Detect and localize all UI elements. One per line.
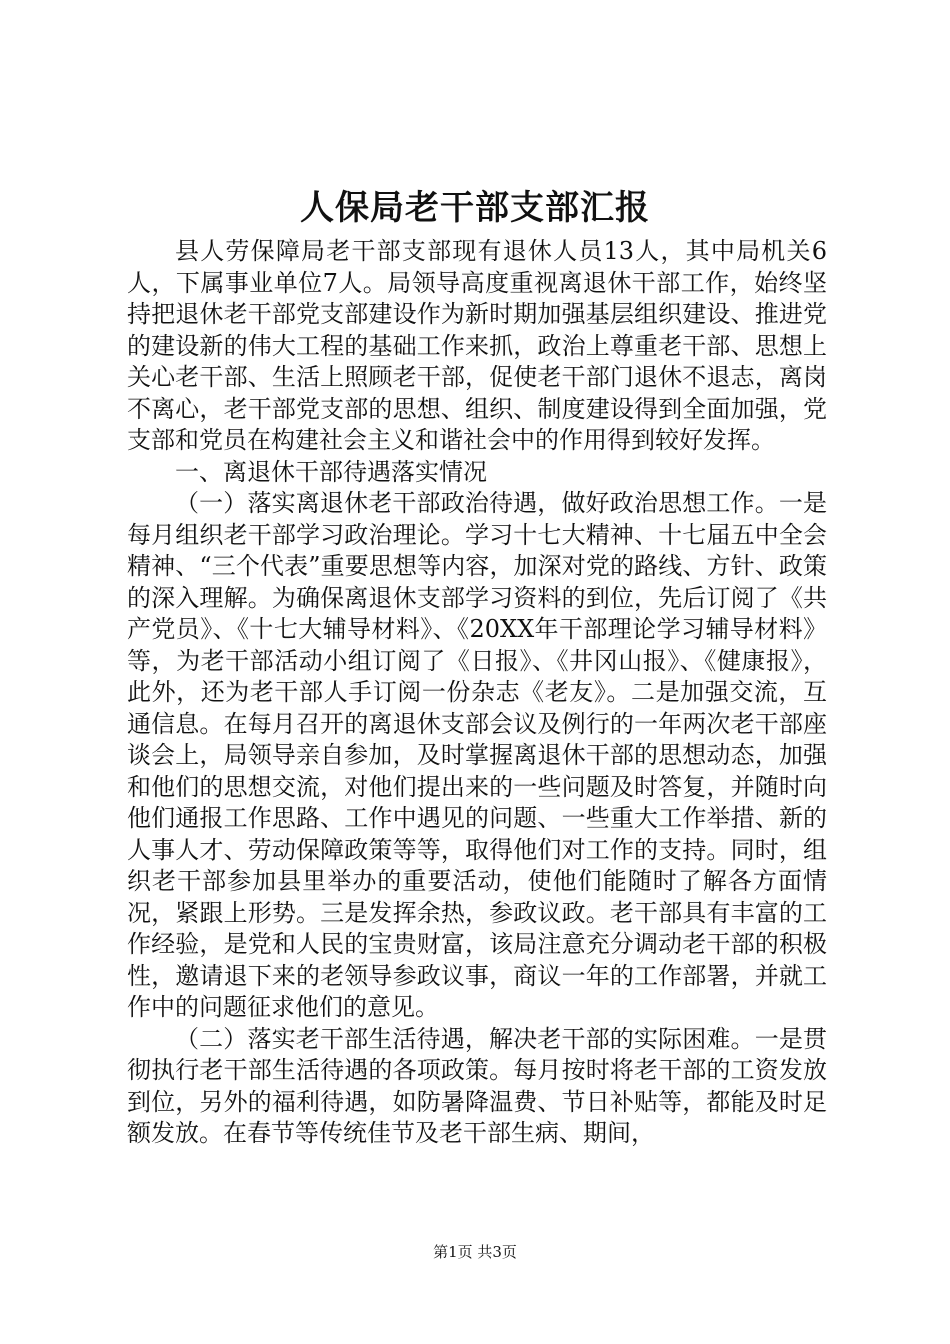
intro-paragraph: 县人劳保障局老干部支部现有退休人员13人，其中局机关6人，下属事业单位7人。局领导高度重视离退休干部工作，始终坚持把退休老干部党支部建设作为新时期加强基层组织建设、推进党的建设新的伟大工程的基础工作来抓，政治上尊重老干部、思想上关心老干部、生活上照顾老干部，促使老干部门退休不退志，离岗不离心，老干部党支部的思想、组织、制度建设得到全面加强，党支部和党员在构建社会主义和谐社会中的作用得到较好发挥。	[127, 237, 827, 454]
political-treatment-paragraph: （一）落实离退休老干部政治待遇，做好政治思想工作。一是每月组织老干部学习政治理论。学习十七大精神、十七届五中全会精神、“三个代表”重要思想等内容，加深对党的路线、方针、政策的深入理解。为确保离退休支部学习资料的到位，先后订阅了《共产党员》、《十七大辅导材料》、《20XX年干部理论学习辅导材料》等，为老干部活动小组订阅了《日报》、《井冈山报》、《健康报》，此外，还为老干部人手订阅一份杂志《老友》。二是加强交流，互通信息。在每月召开的离退休支部会议及例行的一年两次老干部座谈会上，局领导亲自参加，及时掌握离退休干部的思想动态，加强和他们的思想交流，对他们提出来的一些问题及时答复，并随时向他们通报工作思路、工作中遇见的问题、一些重大工作举措、新的人事人才、劳动保障政策等等，取得他们对工作的支持。同时，组织老干部参加县里举办的重要活动，使他们能随时了解各方面情况，紧跟上形势。三是发挥余热，参政议政。老干部具有丰富的工作经验，是党和人民的宝贵财富，该局注意充分调动老干部的积极性，邀请退下来的老领导参政议事，商议一年的工作部署，并就工作中的问题征求他们的意见。	[127, 489, 827, 1021]
document-body	[127, 236, 827, 1150]
living-treatment-paragraph: （二）落实老干部生活待遇，解决老干部的实际困难。一是贯彻执行老干部生活待遇的各项政策。每月按时将老干部的工资发放到位，另外的福利待遇，如防暑降温费、节日补贴等，都能及时足额发放。在春节等传统佳节及老干部生病、期间，	[127, 1024, 827, 1147]
document-title: 人保局老干部支部汇报	[300, 188, 650, 228]
page-footer: 第1页 共3页	[433, 1243, 517, 1261]
section-heading: 一、离退休干部待遇落实情况	[175, 457, 487, 486]
